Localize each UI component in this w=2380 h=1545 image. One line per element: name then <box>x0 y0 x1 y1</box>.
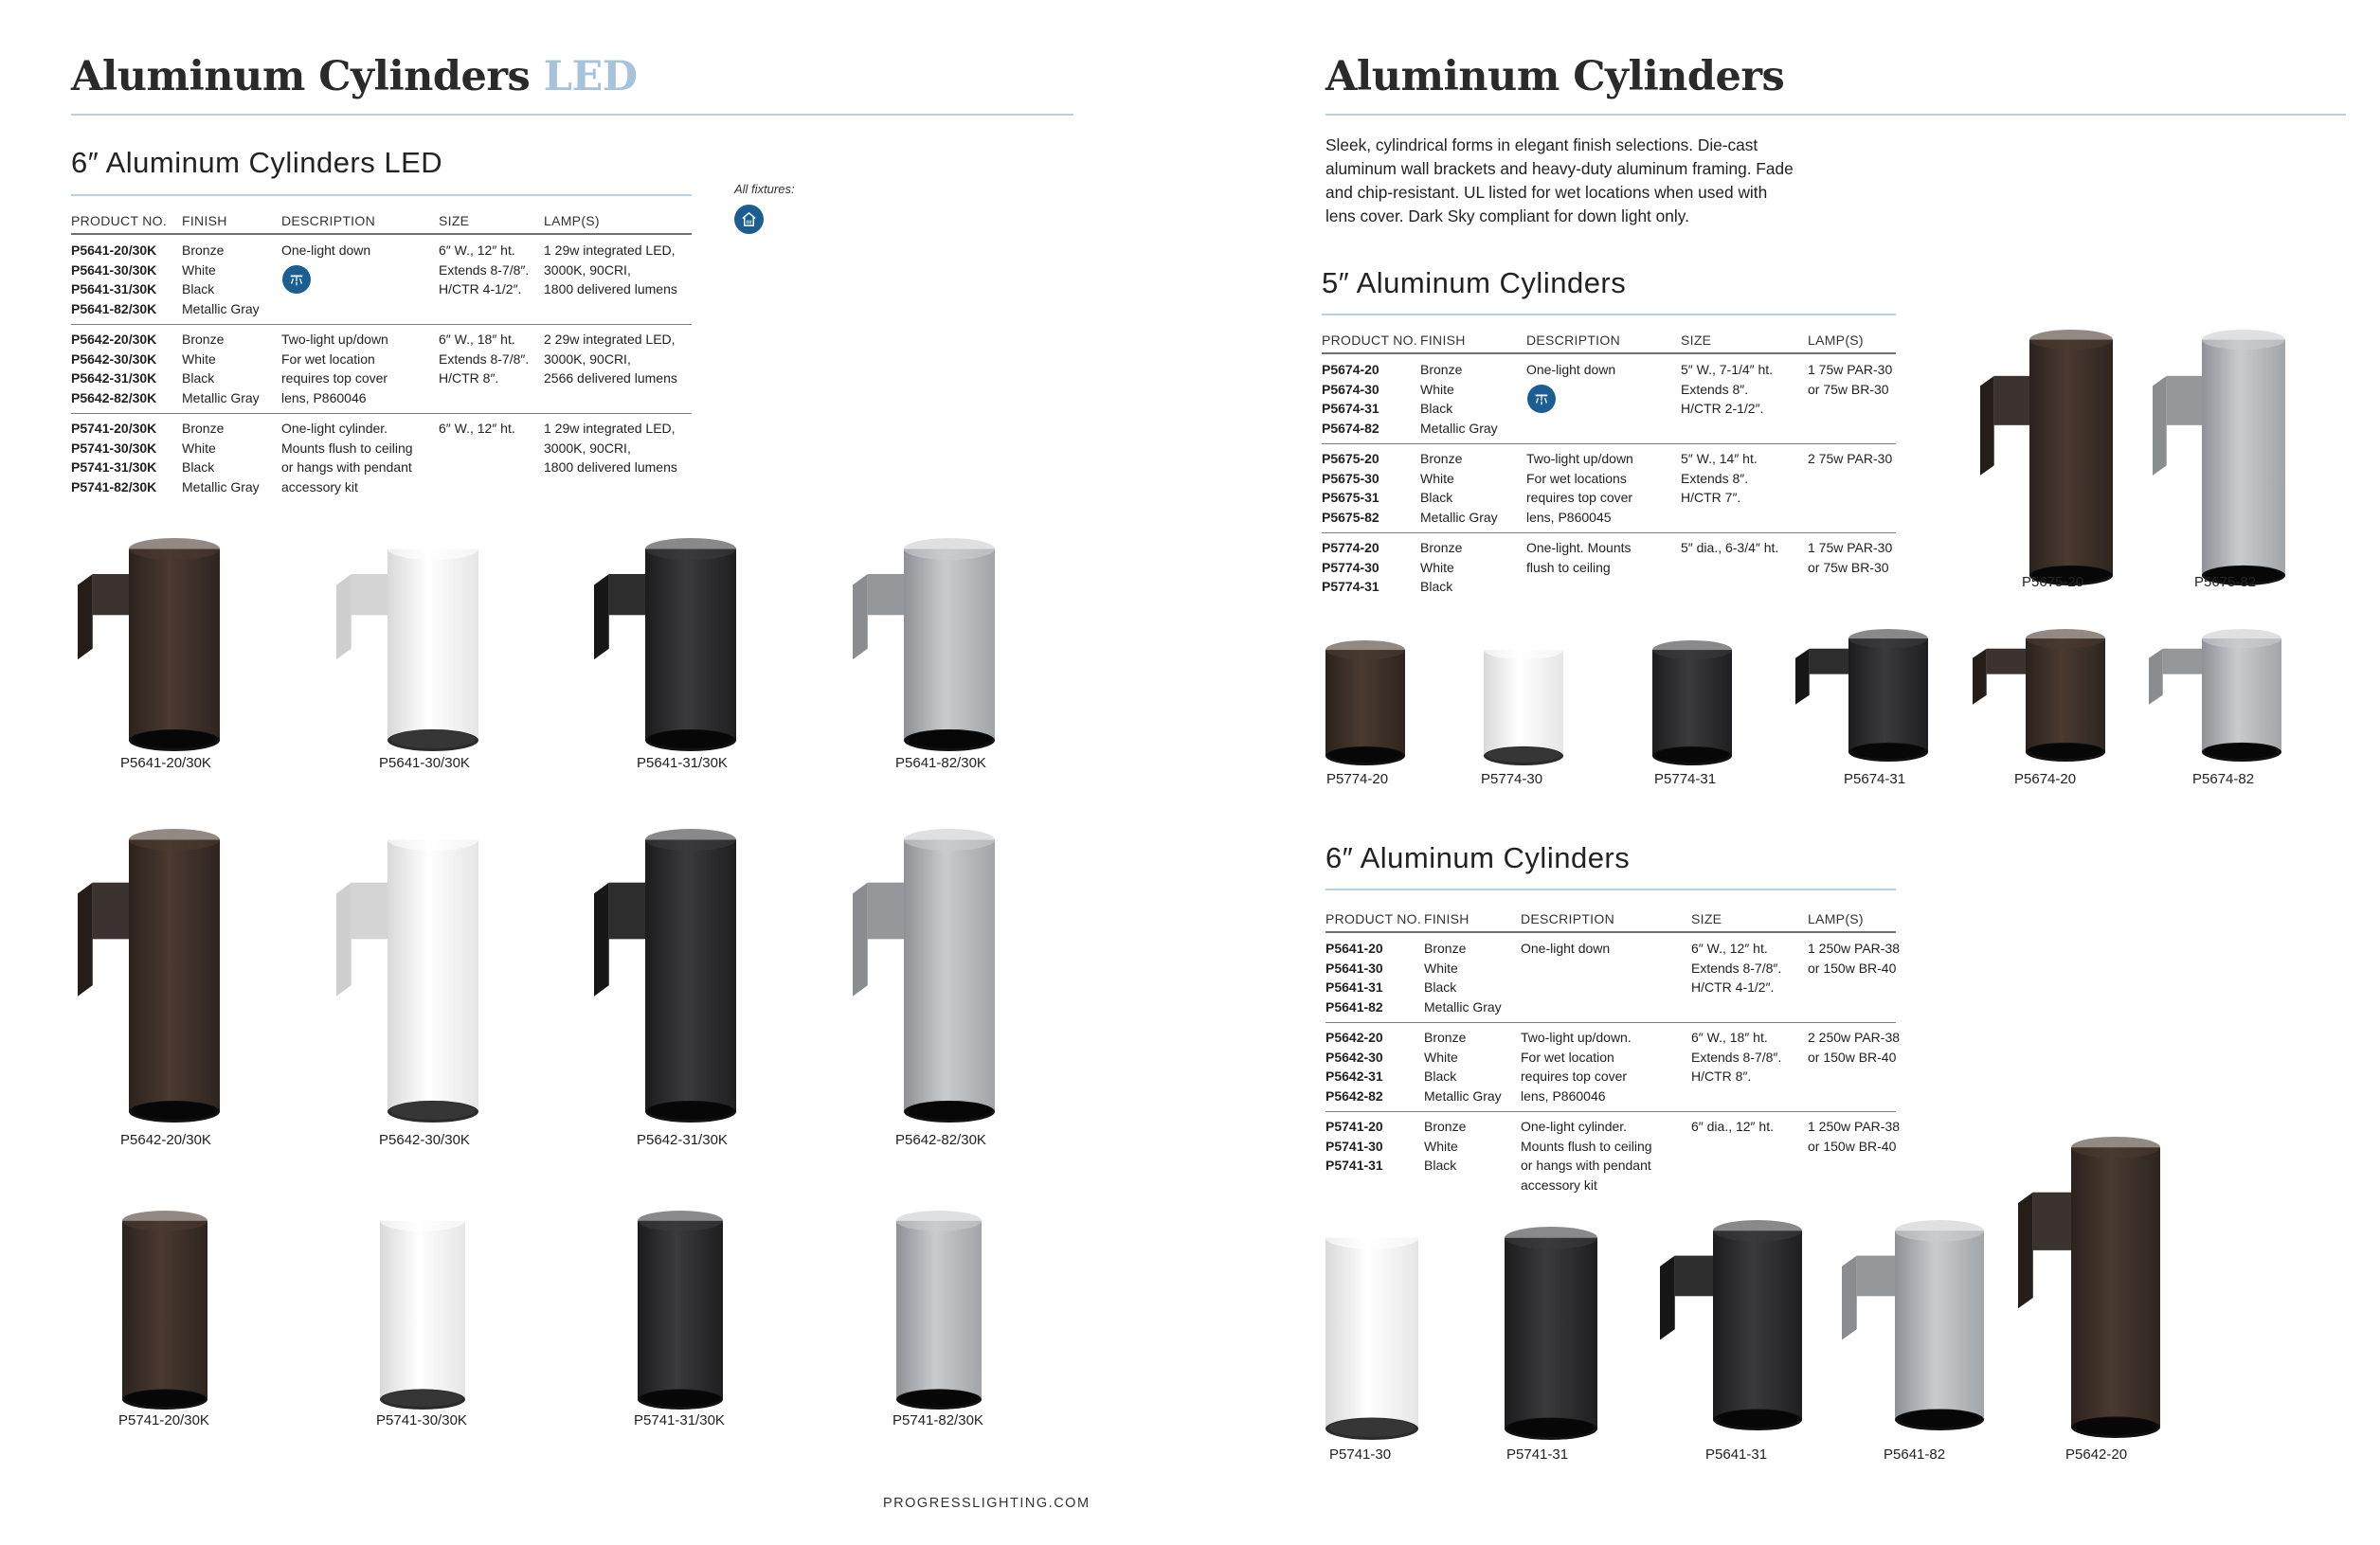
table-cell: Bronze <box>1420 540 1463 555</box>
fixture-caption: P5774-31 <box>1654 771 1717 787</box>
table-col-products <box>1322 360 1379 439</box>
table-cell: One-light down <box>281 243 371 258</box>
product-number: P5642-82/30K <box>71 390 157 406</box>
table-cell: 1 29w integrated LED, <box>544 243 676 258</box>
six-inch-section-title: 6″ Aluminum Cylinders <box>1325 841 1631 874</box>
fixture-5in <box>2149 629 2281 762</box>
table-col-lamps <box>544 330 677 388</box>
table-cell: Bronze <box>1424 941 1467 956</box>
table-cell: One-light down <box>1526 362 1616 377</box>
table-cell: 5″ dia., 6-3/4″ ht. <box>1681 540 1779 555</box>
group-divider <box>1322 443 1896 444</box>
table-col-products <box>1322 449 1379 528</box>
table-col-size <box>1681 449 1758 508</box>
fixture-caption: P5642-31/30K <box>637 1132 728 1148</box>
table-cell: 6″ W., 18″ ht. <box>1691 1030 1768 1045</box>
table-cell: 2 29w integrated LED, <box>544 332 676 347</box>
fixture-caption: P5674-82 <box>2192 771 2255 787</box>
table-cell: Black <box>182 281 215 297</box>
fixture-caption: P5675-20 <box>2022 574 2084 590</box>
table-cell: 3000K, 90CRI, <box>544 350 631 367</box>
table-cell: 3000K, 90CRI, <box>544 440 631 456</box>
product-number: P5641-20 <box>1325 941 1383 956</box>
table-header: LAMP(S) <box>1808 332 1864 348</box>
product-number: P5674-20 <box>1322 362 1379 377</box>
table-header: FINISH <box>182 213 227 228</box>
product-number: P5741-20/30K <box>71 421 157 436</box>
product-number: P5741-20 <box>1325 1119 1383 1134</box>
table-header-rule <box>1325 931 1896 933</box>
table-header: DESCRIPTION <box>1526 332 1620 348</box>
fixture-6in <box>1504 1227 1598 1440</box>
group-divider <box>71 324 692 325</box>
product-number: P5641-20/30K <box>71 243 157 258</box>
table-cell: Mounts flush to ceiling <box>1521 1138 1652 1154</box>
fixture-5in <box>1795 629 1928 762</box>
fixture-caption: P5741-20/30K <box>118 1412 209 1428</box>
table-cell: For wet location <box>281 350 375 367</box>
table-cell: Bronze <box>182 332 225 347</box>
table-cell: Metallic Gray <box>1424 1088 1502 1105</box>
table-cell: or 150w BR-40 <box>1808 1138 1897 1154</box>
group-divider <box>1325 1022 1896 1023</box>
table-cell: 1800 delivered lumens <box>544 459 677 476</box>
table-cell: Metallic Gray <box>182 301 260 317</box>
right-title-rule <box>1325 114 2346 116</box>
table-cell: White <box>1424 960 1458 976</box>
ceiling-fixture-6in <box>121 1211 208 1410</box>
table-header: PRODUCT NO. <box>1325 911 1422 926</box>
fixture-6in <box>2018 1137 2160 1438</box>
five-inch-section-rule <box>1322 314 1896 315</box>
table-cell: Black <box>182 370 215 386</box>
table-col-finishes <box>1424 939 1502 1017</box>
table-cell: One-light cylinder. <box>1521 1119 1628 1134</box>
wall-fixture-18in <box>594 829 736 1123</box>
product-number: P5641-30/30K <box>71 261 157 278</box>
fixture-caption: P5674-31 <box>1844 771 1906 787</box>
product-number: P5675-30 <box>1322 470 1379 486</box>
table-col-finishes <box>182 419 260 497</box>
table-cell: 2 250w PAR-38 <box>1808 1030 1901 1045</box>
fixture-6in <box>1660 1220 1802 1430</box>
fixture-5in <box>1325 640 1406 765</box>
fixture-caption: P5741-31 <box>1506 1446 1569 1463</box>
left-title-rule <box>71 114 1073 116</box>
product-number: P5741-31/30K <box>71 459 157 476</box>
wet-location-icon <box>734 205 764 234</box>
table-cell: flush to ceiling <box>1526 559 1611 575</box>
table-cell: H/CTR 4-1/2″. <box>1691 979 1775 996</box>
table-cell: or 150w BR-40 <box>1808 960 1897 976</box>
product-number: P5675-20 <box>1322 451 1379 466</box>
table-cell: Metallic Gray <box>182 390 260 406</box>
ceiling-fixture-6in <box>637 1211 724 1410</box>
table-cell: requires top cover <box>1526 490 1633 506</box>
table-cell: Mounts flush to ceiling <box>281 440 413 456</box>
fixture-caption: P5741-82/30K <box>892 1412 983 1428</box>
five-inch-section-title: 5″ Aluminum Cylinders <box>1322 266 1627 299</box>
table-cell: Extends 8-7/8″. <box>1691 960 1782 976</box>
table-col-size <box>1681 538 1778 558</box>
table-header-rule <box>1322 352 1896 354</box>
fixture-caption: P5741-31/30K <box>634 1412 725 1428</box>
table-cell: Two-light up/down <box>1526 451 1633 466</box>
wall-fixture-12in <box>336 538 478 751</box>
table-col-lamps <box>1808 1028 1900 1067</box>
wall-fixture-12in <box>853 538 995 751</box>
table-cell: Two-light up/down. <box>1521 1030 1632 1045</box>
fixture-5in <box>1973 629 2105 762</box>
table-cell: Bronze <box>1420 362 1463 377</box>
table-cell: White <box>1424 1049 1458 1065</box>
table-cell: Bronze <box>182 243 225 258</box>
table-cell: 6″ W., 12″ ht. <box>439 243 515 258</box>
product-number: P5675-31 <box>1322 490 1379 506</box>
table-col-lamps <box>544 241 677 299</box>
fixture-caption: P5675-82 <box>2194 574 2257 590</box>
table-col-lamps <box>544 419 677 477</box>
product-number: P5741-31 <box>1325 1158 1383 1174</box>
product-number: P5774-20 <box>1322 540 1379 555</box>
wall-fixture-18in <box>336 829 478 1123</box>
table-header: PRODUCT NO. <box>71 213 168 228</box>
fixture-caption: P5642-20/30K <box>120 1132 211 1148</box>
table-col-size <box>1691 1117 1774 1137</box>
product-number: P5741-30/30K <box>71 440 157 456</box>
table-cell: Bronze <box>1424 1119 1467 1134</box>
table-cell: or 150w BR-40 <box>1808 1049 1897 1065</box>
table-header: FINISH <box>1424 911 1469 926</box>
table-cell: Black <box>1420 579 1453 595</box>
fixture-caption: P5741-30 <box>1329 1446 1392 1463</box>
table-cell: Extends 8-7/8″. <box>1691 1049 1782 1065</box>
wall-fixture-5in-tall <box>1980 330 2113 585</box>
product-number: P5674-82 <box>1322 421 1379 437</box>
table-cell: White <box>1420 381 1454 397</box>
table-header: LAMP(S) <box>544 213 600 228</box>
product-number: P5774-30 <box>1322 559 1379 575</box>
product-number: P5642-82 <box>1325 1088 1383 1105</box>
table-col-finishes <box>182 241 260 319</box>
fixture-caption: P5641-31/30K <box>637 755 728 771</box>
fixture-6in <box>1325 1227 1419 1440</box>
table-cell: Black <box>1424 1069 1457 1085</box>
wall-fixture-18in <box>853 829 995 1123</box>
product-number: P5741-82/30K <box>71 479 157 495</box>
table-cell: Metallic Gray <box>1424 999 1502 1015</box>
ceiling-fixture-6in <box>895 1211 983 1410</box>
product-number: P5642-30/30K <box>71 350 157 367</box>
table-col-size <box>439 419 515 439</box>
table-header: SIZE <box>439 213 470 228</box>
table-col-products <box>71 330 156 408</box>
table-cell: One-light cylinder. <box>281 421 388 436</box>
table-col-description <box>1526 538 1632 577</box>
table-col-finishes <box>1420 360 1498 439</box>
dark-sky-icon <box>1527 385 1556 413</box>
fixture-caption: P5642-82/30K <box>895 1132 986 1148</box>
left-title-accent: LED <box>543 53 638 100</box>
fixture-5in <box>1651 640 1733 765</box>
table-cell: 2 75w PAR-30 <box>1808 451 1893 466</box>
table-col-lamps <box>1808 538 1892 577</box>
table-col-finishes <box>182 330 260 408</box>
table-col-size <box>1691 1028 1781 1087</box>
table-cell: H/CTR 4-1/2″. <box>439 281 522 297</box>
product-number: P5642-31 <box>1325 1069 1383 1085</box>
product-number: P5642-20/30K <box>71 332 157 347</box>
table-cell: 6″ W., 12″ ht. <box>1691 941 1768 956</box>
table-col-size <box>439 330 529 388</box>
ceiling-fixture-6in <box>379 1211 466 1410</box>
table-cell: White <box>1420 470 1454 486</box>
table-cell: accessory kit <box>281 479 358 495</box>
table-cell: H/CTR 8″. <box>439 370 499 386</box>
fixture-caption: P5641-82 <box>1884 1446 1946 1463</box>
table-cell: lens, P860045 <box>1526 510 1612 526</box>
table-cell: requires top cover <box>281 370 388 386</box>
group-divider <box>71 413 692 414</box>
table-cell: For wet location <box>1521 1049 1614 1065</box>
fixture-caption: P5641-30/30K <box>379 755 470 771</box>
table-cell: 6″ dia., 12″ ht. <box>1691 1119 1774 1134</box>
product-number: P5675-82 <box>1322 510 1379 526</box>
table-cell: 1800 delivered lumens <box>544 281 677 297</box>
table-cell: lens, P860046 <box>281 390 367 406</box>
table-cell: White <box>1424 1138 1458 1154</box>
fixture-caption: P5641-20/30K <box>120 755 211 771</box>
table-col-description <box>281 419 413 497</box>
table-cell: Bronze <box>182 421 225 436</box>
table-cell: 2566 delivered lumens <box>544 370 677 386</box>
table-header: SIZE <box>1691 911 1722 926</box>
table-cell: 6″ W., 18″ ht. <box>439 332 515 347</box>
table-cell: Black <box>1424 1158 1457 1174</box>
wall-fixture-12in <box>78 538 220 751</box>
table-col-products <box>1325 1117 1383 1176</box>
table-header: PRODUCT NO. <box>1322 332 1418 348</box>
table-col-lamps <box>1808 360 1892 399</box>
table-cell: Black <box>1424 979 1457 996</box>
table-col-description <box>1521 1117 1652 1195</box>
group-divider <box>1325 1111 1896 1112</box>
table-cell: accessory kit <box>1521 1177 1597 1194</box>
table-cell: White <box>1420 559 1454 575</box>
intro-text: Sleek, cylindrical forms in elegant finish selections. Die-cast aluminum wall brackets and heavy-duty aluminum framing. Fade and chip-resistant. UL listed for wet locations when used with lens cover. Dark Sky compliant for down light only. <box>1325 135 1794 225</box>
table-header: DESCRIPTION <box>1521 911 1614 926</box>
wall-fixture-12in <box>594 538 736 751</box>
table-cell: White <box>182 350 216 367</box>
table-col-products <box>71 241 156 319</box>
table-cell: H/CTR 7″. <box>1681 490 1741 506</box>
table-cell: Extends 8″. <box>1681 381 1749 397</box>
fixture-caption: P5774-20 <box>1326 771 1389 787</box>
fixture-6in <box>1842 1220 1984 1430</box>
product-number: P5674-30 <box>1322 381 1379 397</box>
table-header-rule <box>71 233 692 235</box>
product-number: P5642-31/30K <box>71 370 157 386</box>
table-col-description <box>1526 360 1615 380</box>
table-cell: 5″ W., 14″ ht. <box>1681 451 1758 466</box>
table-col-size <box>1691 939 1781 997</box>
table-cell: 1 250w PAR-38 <box>1808 1119 1901 1134</box>
page-footer: PROGRESSLIGHTING.COM <box>883 1496 1091 1511</box>
table-cell: Metallic Gray <box>1420 421 1498 437</box>
table-cell: Metallic Gray <box>182 479 260 495</box>
table-cell: H/CTR 2-1/2″. <box>1681 401 1764 417</box>
table-col-lamps <box>1808 449 1892 469</box>
fixture-caption: P5641-82/30K <box>895 755 986 771</box>
table-col-description <box>281 241 370 260</box>
table-cell: or hangs with pendant <box>1521 1158 1651 1174</box>
table-cell: 6″ W., 12″ ht. <box>439 421 515 436</box>
dark-sky-icon <box>282 265 311 294</box>
fixture-caption: P5774-30 <box>1481 771 1543 787</box>
table-header: LAMP(S) <box>1808 911 1864 926</box>
table-cell: 1 250w PAR-38 <box>1808 941 1901 956</box>
table-cell: Extends 8-7/8″. <box>439 350 530 367</box>
table-cell: H/CTR 8″. <box>1691 1069 1752 1085</box>
fixture-caption: P5642-20 <box>2065 1446 2128 1463</box>
table-col-description <box>1521 1028 1632 1106</box>
wall-fixture-5in-tall <box>2153 330 2285 585</box>
table-header: FINISH <box>1420 332 1466 348</box>
all-fixtures-label: All fixtures: <box>734 182 795 196</box>
six-inch-section-rule <box>1325 889 1896 890</box>
table-col-description <box>1526 449 1633 528</box>
product-number: P5674-31 <box>1322 401 1379 417</box>
table-col-description <box>1521 939 1610 959</box>
fixture-caption: P5741-30/30K <box>376 1412 467 1428</box>
table-cell: Black <box>1420 401 1453 417</box>
table-cell: 1 75w PAR-30 <box>1808 540 1893 555</box>
table-cell: 1 75w PAR-30 <box>1808 362 1893 377</box>
fixture-caption: P5641-31 <box>1705 1446 1768 1463</box>
table-cell: Black <box>1420 490 1453 506</box>
table-cell: lens, P860046 <box>1521 1088 1606 1105</box>
left-page-title: Aluminum Cylinders LED <box>71 53 638 100</box>
table-col-size <box>439 241 529 299</box>
table-cell: For wet locations <box>1526 470 1627 486</box>
product-number: P5774-31 <box>1322 579 1379 595</box>
table-cell: Bronze <box>1424 1030 1467 1045</box>
product-number: P5641-82/30K <box>71 301 157 317</box>
table-cell: One-light. Mounts <box>1526 540 1632 555</box>
table-header: DESCRIPTION <box>281 213 375 228</box>
left-section-rule <box>71 194 692 196</box>
table-cell: Two-light up/down <box>281 332 388 347</box>
table-cell: 1 29w integrated LED, <box>544 421 676 436</box>
table-col-products <box>71 419 156 497</box>
table-cell: or 75w BR-30 <box>1808 559 1889 575</box>
table-col-finishes <box>1424 1028 1502 1106</box>
left-section-title: 6″ Aluminum Cylinders LED <box>71 146 443 179</box>
table-col-description <box>281 330 388 408</box>
table-col-finishes <box>1420 449 1498 528</box>
table-cell: Metallic Gray <box>1420 510 1498 526</box>
table-cell: White <box>182 261 216 278</box>
product-number: P5641-30 <box>1325 960 1383 976</box>
product-number: P5641-31/30K <box>71 281 157 297</box>
table-cell: or hangs with pendant <box>281 459 412 476</box>
table-col-finishes <box>1424 1117 1466 1176</box>
table-cell: or 75w BR-30 <box>1808 381 1889 397</box>
fixture-caption: P5674-20 <box>2014 771 2077 787</box>
table-cell: Extends 8-7/8″. <box>439 261 530 278</box>
table-col-size <box>1681 360 1773 419</box>
table-cell: One-light down <box>1521 941 1611 956</box>
product-number: P5642-30 <box>1325 1049 1383 1065</box>
right-page-title: Aluminum Cylinders <box>1325 53 1785 100</box>
product-number: P5642-20 <box>1325 1030 1383 1045</box>
table-header: SIZE <box>1681 332 1712 348</box>
table-col-finishes <box>1420 538 1462 597</box>
table-cell: White <box>182 440 216 456</box>
table-cell: Extends 8″. <box>1681 470 1749 486</box>
table-col-products <box>1325 1028 1383 1106</box>
group-divider <box>1322 532 1896 533</box>
table-col-lamps <box>1808 1117 1900 1156</box>
table-cell: Black <box>182 459 215 476</box>
wall-fixture-18in <box>78 829 220 1123</box>
table-col-lamps <box>1808 939 1900 978</box>
table-col-products <box>1322 538 1379 597</box>
table-cell: 3000K, 90CRI, <box>544 261 631 278</box>
fixture-5in <box>1483 640 1564 765</box>
table-col-products <box>1325 939 1383 1017</box>
table-cell: Bronze <box>1420 451 1463 466</box>
table-cell: 5″ W., 7-1/4″ ht. <box>1681 362 1774 377</box>
product-number: P5741-30 <box>1325 1138 1383 1154</box>
fixture-caption: P5642-30/30K <box>379 1132 470 1148</box>
product-number: P5641-82 <box>1325 999 1383 1015</box>
table-cell: requires top cover <box>1521 1069 1628 1085</box>
product-number: P5641-31 <box>1325 979 1383 996</box>
